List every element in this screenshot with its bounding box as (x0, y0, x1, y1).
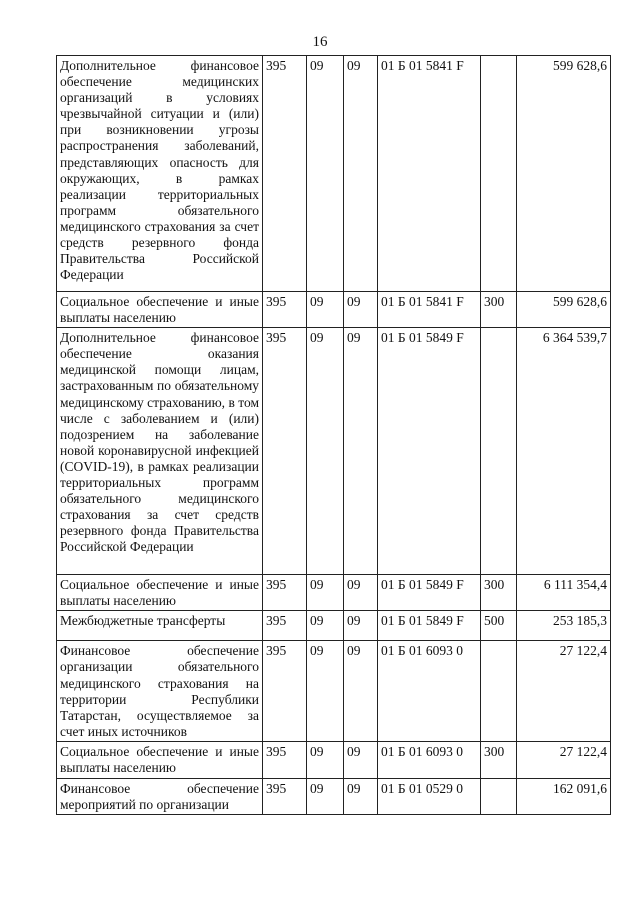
subsection-code: 09 (344, 328, 378, 575)
section-code: 09 (307, 778, 344, 814)
amount: 27 122,4 (517, 641, 611, 742)
expense-type-code: 300 (481, 575, 517, 611)
row-name: Социальное обеспечение и иные выплаты населению (57, 575, 263, 611)
amount: 599 628,6 (517, 56, 611, 292)
table-row (57, 641, 611, 742)
table-row (57, 778, 611, 814)
budget-table (56, 55, 611, 815)
target-article-code: 01 Б 01 5849 F (378, 611, 481, 641)
amount: 162 091,6 (517, 778, 611, 814)
section-code: 09 (307, 575, 344, 611)
table-row (57, 742, 611, 778)
section-code: 09 (307, 328, 344, 575)
row-name: Социальное обеспечение и иные выплаты населению (57, 292, 263, 328)
expense-type-code (481, 641, 517, 742)
section-code: 09 (307, 641, 344, 742)
ministry-code: 395 (263, 56, 307, 292)
expense-type-code: 500 (481, 611, 517, 641)
row-name: Межбюджетные трансферты (57, 611, 263, 641)
subsection-code: 09 (344, 641, 378, 742)
table-row (57, 56, 611, 292)
expense-type-code (481, 56, 517, 292)
ministry-code: 395 (263, 742, 307, 778)
section-code: 09 (307, 611, 344, 641)
row-name: Финансовое обеспечение мероприятий по организации (57, 778, 263, 814)
subsection-code: 09 (344, 56, 378, 292)
ministry-code: 395 (263, 575, 307, 611)
amount: 599 628,6 (517, 292, 611, 328)
table-row (57, 611, 611, 641)
expense-type-code: 300 (481, 742, 517, 778)
section-code: 09 (307, 292, 344, 328)
target-article-code: 01 Б 01 5841 F (378, 56, 481, 292)
row-name: Финансовое обеспечение организации обязательного медицинского страхования на территории Республики Татарстан, осуществляемое за счет иных источников (57, 641, 263, 742)
target-article-code: 01 Б 01 5849 F (378, 328, 481, 575)
row-name: Дополнительное финансовое обеспечение медицинских организаций в условиях чрезвычайной ситуации и (или) при возникновении угрозы распространения заболеваний, представляющих опасность для окружающих, в рамках реализации территориальных программ обязательного медицинского страхования за счет средств резервного фонда Правительства Российской Федерации (57, 56, 263, 292)
subsection-code: 09 (344, 611, 378, 641)
expense-type-code (481, 328, 517, 575)
expense-type-code (481, 778, 517, 814)
table-row (57, 328, 611, 575)
section-code: 09 (307, 742, 344, 778)
ministry-code: 395 (263, 641, 307, 742)
amount: 253 185,3 (517, 611, 611, 641)
target-article-code: 01 Б 01 5841 F (378, 292, 481, 328)
amount: 6 364 539,7 (517, 328, 611, 575)
target-article-code: 01 Б 01 6093 0 (378, 742, 481, 778)
target-article-code: 01 Б 01 5849 F (378, 575, 481, 611)
page-number: 16 (312, 34, 328, 50)
amount: 6 111 354,4 (517, 575, 611, 611)
subsection-code: 09 (344, 292, 378, 328)
expense-type-code: 300 (481, 292, 517, 328)
ministry-code: 395 (263, 292, 307, 328)
row-name: Социальное обеспечение и иные выплаты населению (57, 742, 263, 778)
table-row (57, 292, 611, 328)
target-article-code: 01 Б 01 6093 0 (378, 641, 481, 742)
row-name: Дополнительное финансовое обеспечение оказания медицинской помощи лицам, застрахованным по обязательному медицинскому страхованию, в том числе с заболеванием и (или) подозрением на заболевание новой коронавирусной инфекцией (COVID-19), в рамках реализации территориальных программ обязательного медицинского страхования за счет средств резервного фонда Правительства Российской Федерации (57, 328, 263, 575)
subsection-code: 09 (344, 778, 378, 814)
ministry-code: 395 (263, 611, 307, 641)
ministry-code: 395 (263, 328, 307, 575)
ministry-code: 395 (263, 778, 307, 814)
table-row (57, 575, 611, 611)
subsection-code: 09 (344, 575, 378, 611)
amount: 27 122,4 (517, 742, 611, 778)
target-article-code: 01 Б 01 0529 0 (378, 778, 481, 814)
subsection-code: 09 (344, 742, 378, 778)
section-code: 09 (307, 56, 344, 292)
